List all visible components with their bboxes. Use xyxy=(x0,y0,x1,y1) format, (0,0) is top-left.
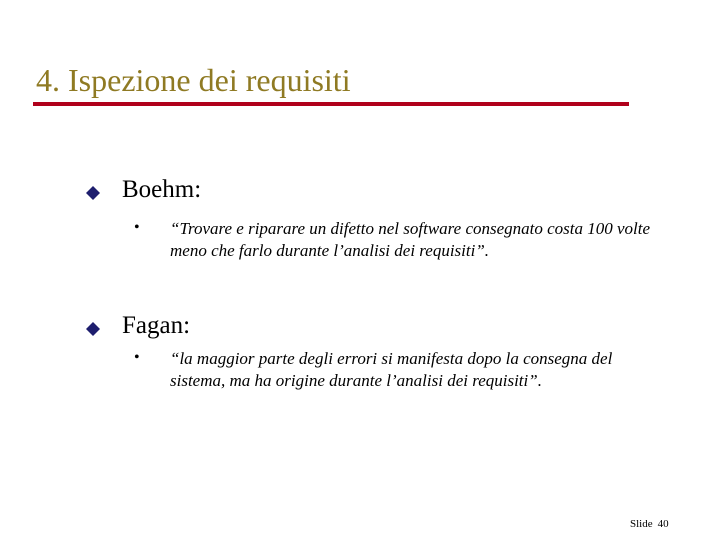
slide-title: 4. Ispezione dei requisiti xyxy=(36,62,351,98)
slide-label: Slide xyxy=(630,518,653,530)
diamond-bullet-icon xyxy=(86,186,100,200)
slide-number xyxy=(630,518,669,530)
quote-fagan: “la maggior parte degli errori si manifesta dopo la consegna del sistema, ma ha origine durante l’analisi dei requisiti”. xyxy=(170,349,613,390)
diamond-bullet-icon xyxy=(86,322,100,336)
quote-boehm: “Trovare e riparare un difetto nel software consegnato costa 100 volte meno che farlo durante l’analisi dei requisiti”. xyxy=(170,219,651,260)
sub-bullet-dot: • xyxy=(134,219,140,236)
sub-bullet-dot: • xyxy=(134,349,140,366)
item-label-boehm: Boehm: xyxy=(122,176,202,203)
slide-number-value: 40 xyxy=(657,518,669,530)
title-underline xyxy=(33,102,629,106)
item-label-fagan: Fagan: xyxy=(122,312,191,339)
